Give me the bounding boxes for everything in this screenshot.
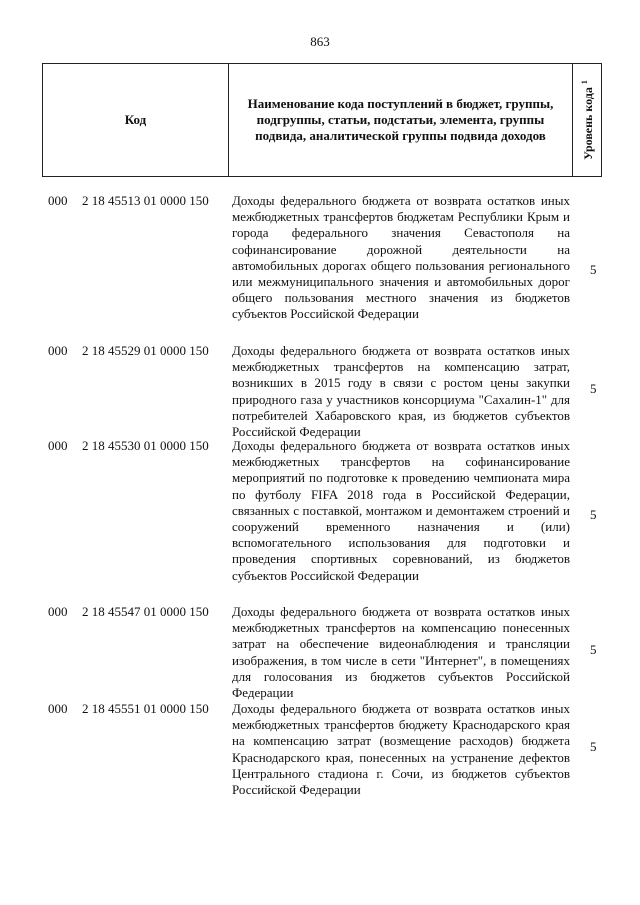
row-description: Доходы федерального бюджета от возврата остатков иных межбюджетных трансфертов на компенсацию понесенных затрат на обеспечение видеонаблюдения и трансляции изображения, в том числе в сети "Интернет", в помещениях для голосования из бюджетов субъектов Российской Федерации [232, 604, 570, 701]
budget-code: 2 18 45530 01 0000 150 [82, 438, 209, 453]
table-header [42, 63, 602, 177]
page-number: 863 [310, 34, 330, 49]
budget-code: 2 18 45547 01 0000 150 [82, 604, 209, 619]
table-body [42, 193, 612, 841]
budget-code: 2 18 45551 01 0000 150 [82, 701, 209, 716]
header-level [573, 64, 602, 176]
row-description: Доходы федерального бюджета от возврата остатков иных межбюджетных трансфертов бюджету Краснодарского края на компенсацию затрат (возмещение расходов) бюджета Краснодарского края, понесенных на устранение дефектов Центрального стадиона г. Сочи, из бюджетов субъектов Российской Федерации [232, 701, 570, 798]
header-level-label: Уровень кода $^1$ [579, 80, 595, 160]
header-name: Наименование кода поступлений в бюджет, группы, подгруппы, статьи, подстатьи, элемента, группы подвида, аналитической группы подвида доходов [229, 64, 573, 176]
budget-code: 2 18 45513 01 0000 150 [82, 193, 209, 208]
row-description: Доходы федерального бюджета от возврата остатков иных межбюджетных трансфертов бюджетам Республики Крым и города федерального значения Севастополя на софинансирование дорожной деятельности на автомобильных дорогах общего пользования регионального или межмуниципального значения и автомобильных дорог общего пользования местного значения из бюджетов субъектов Российской Федерации [232, 193, 570, 322]
row-description: Доходы федерального бюджета от возврата остатков иных межбюджетных трансфертов на софинансирование мероприятий по подготовке к проведению чемпионата мира по футболу FIFA 2018 года в Российской Федерации, связанных с поставкой, монтажом и демонтажем строений и сооружений временного назначения и (или) вспомогательного использования для подготовки и проведения спортивных соревнований, из бюджетов субъектов Российской Федерации [232, 438, 570, 583]
table-row [42, 438, 612, 604]
table-row [42, 343, 612, 438]
admin-code: 000 [48, 701, 68, 716]
table-row [42, 193, 612, 343]
row-description: Доходы федерального бюджета от возврата остатков иных межбюджетных трансфертов на компенсацию затрат, возникших в 2015 году в связи с ростом цены закупки природного газа у участников консорциума "Сахалин-1" для потребителей Хабаровского края, из бюджетов субъектов Российской Федерации [232, 343, 570, 440]
footnote-marker: 1 [579, 80, 589, 85]
table-row [42, 604, 612, 701]
code-level: 5 [590, 739, 597, 754]
code-level: 5 [590, 507, 597, 522]
admin-code: 000 [48, 604, 68, 619]
table-row [42, 701, 612, 841]
code-level: 5 [590, 262, 597, 277]
code-level: 5 [590, 381, 597, 396]
code-level: 5 [590, 642, 597, 657]
admin-code: 000 [48, 343, 68, 358]
header-code: Код [43, 64, 229, 176]
admin-code: 000 [48, 193, 68, 208]
budget-code: 2 18 45529 01 0000 150 [82, 343, 209, 358]
admin-code: 000 [48, 438, 68, 453]
